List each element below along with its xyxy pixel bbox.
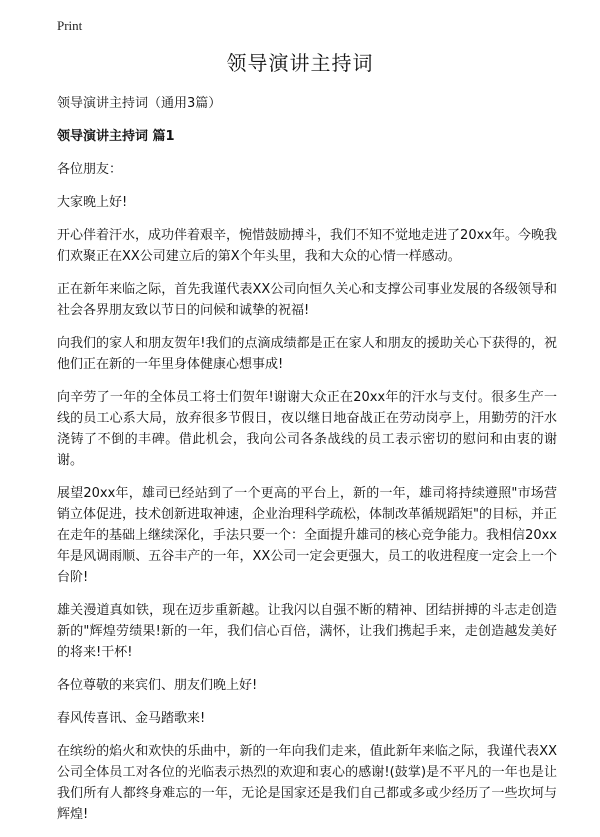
paragraph: 开心伴着汗水，成功伴着艰辛，惋惜鼓励搏斗，我们不知不觉地走进了20xx年。今晚我们欢聚正在XX公司建立后的第X个年头里，我和大众的心情一样感动。 [57, 228, 557, 264]
document-subtitle: 领导演讲主持词（通用3篇） [57, 96, 222, 111]
section-heading: 领导演讲主持词 篇1 [57, 129, 175, 144]
paragraph: 在缤纷的焰火和欢快的乐曲中，新的一年向我们走来，值此新年来临之际，我谨代表XX公司全体员工对各位的光临表示热烈的欢迎和衷心的感谢!(鼓掌)是不平凡的一年也是让我们所有人都终身难忘的一年，无论是国家还是我们自己都或多或少经历了一些坎坷与辉煌! [57, 744, 557, 822]
paragraph: 展望20xx年，雄司已经站到了一个更高的平台上，新的一年，雄司将持续遵照"市场营销立体促进，技术创新进取神速，企业治理科学疏松，体制改革循规蹈矩"的目标，并正在走年的基础上继续深化，手法只要一个：全面提升雄司的核心竞争能力。我相信20xx年是风调雨顺、五谷丰产的一年，XX公司一定会更强大，员工的收进程度一定会上一个台阶! [57, 486, 557, 585]
paragraph: 各位朋友： [57, 162, 123, 177]
paragraph: 向我们的家人和朋友贺年!我们的点滴成绩都是正在家人和朋友的援助关心下获得的，祝他们正在新的一年里身体健康心想事成! [57, 336, 557, 372]
paragraph: 雄关漫道真如铁，现在迈步重新越。让我闪以自强不断的精神、团结拼搏的斗志走创造新的"辉煌劳绩果!新的一年，我们信心百倍，满怀，让我们携起手来，走创造越发美好的将来!干杯! [57, 603, 557, 660]
document-body [57, 93, 557, 837]
paragraph: 大家晚上好! [57, 195, 128, 210]
paragraph: 正在新年来临之际，首先我谨代表XX公司向恒久关心和支撑公司事业发展的各级领导和社会各界朋友致以节日的问候和诚挚的祝福! [57, 282, 557, 318]
paragraph: 各位尊敬的来宾们、朋友们晚上好! [57, 678, 258, 693]
print-link[interactable]: Print [57, 18, 83, 33]
paragraph: 向辛劳了一年的全体员工将士们贺年!谢谢大众正在20xx年的汗水与支付。很多生产一线的员工心系大局，放弃很多节假日，夜以继日地奋战正在劳动岗亭上，用勤劳的汗水浇铸了不倒的丰碑。借此机会，我向公司各条战线的员工表示密切的慰问和由衷的谢谢。 [57, 390, 557, 468]
paragraph: 春风传喜讯、金马踏歌来! [57, 711, 206, 726]
page-title: 领导演讲主持词 [226, 51, 374, 75]
